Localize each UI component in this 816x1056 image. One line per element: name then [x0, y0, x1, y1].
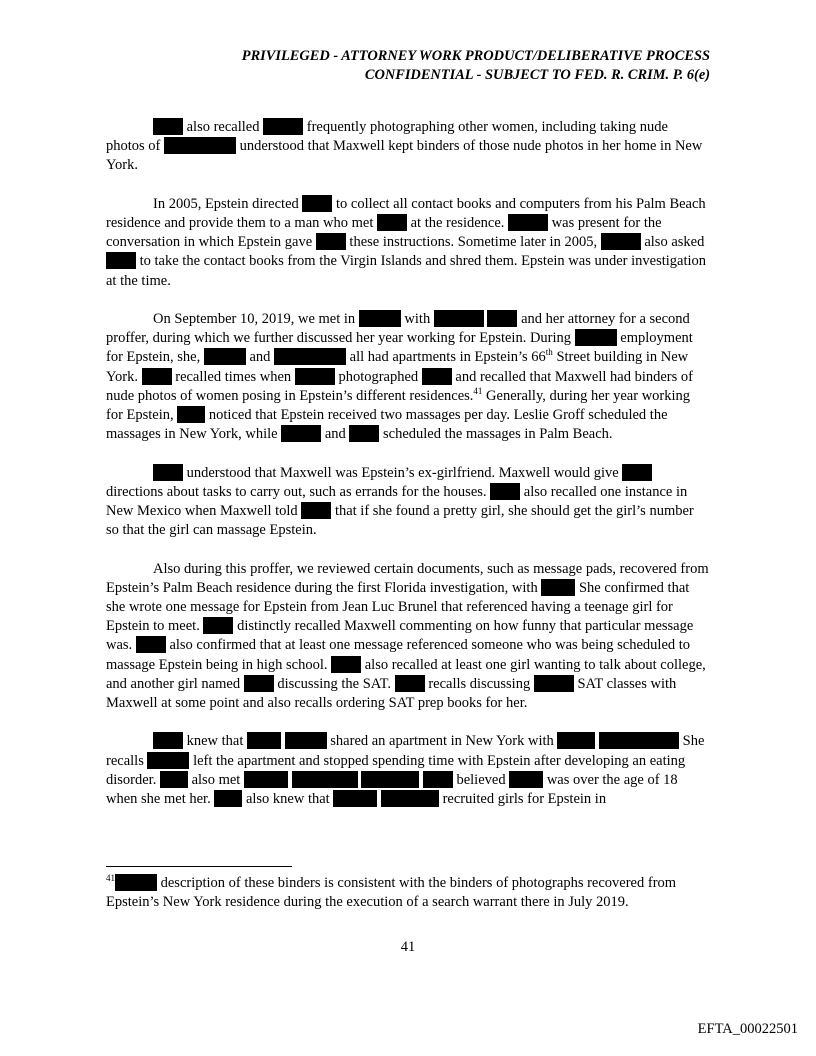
paragraph-4 [106, 464, 710, 541]
redaction [509, 771, 543, 788]
redaction [349, 425, 379, 442]
footnote-41 [106, 874, 710, 912]
text-run: all had apartments in Epstein’s 66 [346, 349, 546, 366]
text-run: that if she found a pretty girl, she should get the girl’s number so that the girl can massage Epstein. [106, 503, 694, 539]
redaction [153, 464, 183, 481]
text-run: Also during this proffer, we reviewed certain documents, such as message pads, recovered from Epstein’s Palm Beach residence during the first Florida investigation, with [106, 560, 709, 596]
text-run: also confirmed that at least one message referenced someone who was being scheduled to massage Epstein being in high school. [106, 637, 691, 673]
redaction [203, 617, 233, 634]
redaction [423, 771, 453, 788]
redaction [164, 137, 236, 154]
footnote-divider [106, 866, 292, 867]
redaction [214, 790, 242, 807]
redaction [147, 752, 189, 769]
redaction [599, 732, 679, 749]
footnote-reference[interactable]: 41 [473, 385, 483, 396]
redaction [333, 790, 377, 807]
redaction [361, 771, 419, 788]
redaction [263, 118, 303, 135]
redaction [142, 368, 172, 385]
text-run: and [245, 349, 275, 366]
paragraph-3 [106, 310, 710, 444]
text-run: was over the age of 18 when she met her. [106, 771, 678, 808]
text-run: left the apartment and stopped spending time with Epstein after developing an eating disorder. [106, 752, 686, 788]
text-run: employment for Epstein, she, [106, 330, 693, 366]
text-run: She confirmed that she wrote one message for Epstein from Jean Luc Brunel that referenced having a teenage girl for Epstein to meet. [106, 579, 690, 635]
redaction [244, 771, 288, 788]
text-run: In 2005, Epstein directed [153, 195, 303, 212]
redaction [316, 233, 346, 250]
text-run: discussing the SAT. [273, 675, 395, 692]
text-run: understood that Maxwell kept binders of those nude photos in her home in New York. [106, 138, 703, 174]
text-run: understood that Maxwell was Epstein’s ex-girlfriend. Maxwell would give [183, 464, 623, 481]
redaction [302, 195, 332, 212]
text-run: recalls discussing [424, 675, 534, 692]
text-run: was present for the conversation in which Epstein gave [106, 215, 662, 251]
redaction [377, 214, 407, 231]
redaction [381, 790, 439, 807]
page-number: 41 [400, 939, 416, 955]
redaction [422, 368, 452, 385]
paragraph-2 [106, 195, 710, 291]
redaction [115, 874, 157, 891]
redaction [434, 310, 484, 327]
footnote-number: 41 [106, 873, 115, 883]
text-run: recalled times when [171, 368, 295, 385]
superscript: th [545, 347, 553, 358]
footnote-text: description of these binders is consistent with the binders of photographs recovered from Epstein’s New York residence during the execution of a search warrant there in July 2019. [106, 875, 677, 911]
redaction [295, 368, 335, 385]
text-run: frequently photographing other women, including taking nude photos of [106, 119, 668, 155]
redaction [508, 214, 548, 231]
redaction [331, 656, 361, 673]
text-run: distinctly recalled Maxwell commenting on how funny that particular message was. [106, 618, 694, 654]
header-line-1: PRIVILEGED - ATTORNEY WORK PRODUCT/DELIBERATIVE PROCESS [241, 48, 710, 64]
text-run: recruited girls for Epstein in [438, 791, 607, 808]
redaction [247, 732, 281, 749]
text-run: shared an apartment in New York with [326, 733, 558, 750]
redaction [153, 732, 183, 749]
redaction [292, 771, 358, 788]
text-run: also knew that [242, 791, 334, 808]
text-run: to take the contact books from the Virgin Islands and shred them. Epstein was under investigation at the time. [106, 253, 707, 289]
redaction [395, 675, 425, 692]
text-run: Generally, during her year working for Epstein, [106, 387, 691, 424]
text-run: knew that [183, 733, 248, 750]
text-run: On September 10, 2019, we met in [153, 311, 359, 327]
text-run: also recalled at least one girl wanting to talk about college, and another girl named [106, 656, 706, 692]
text-run: with [400, 311, 434, 327]
redaction [153, 118, 183, 135]
privilege-header [242, 47, 710, 85]
redaction [541, 579, 575, 596]
redaction [244, 675, 274, 692]
text-run: also met [187, 771, 244, 788]
text-run: to collect all contact books and computers from his Palm Beach residence and provide them to a man who met [106, 195, 706, 231]
redaction [106, 252, 136, 269]
text-run: also recalled one instance in New Mexico when Maxwell told [106, 483, 688, 520]
text-run: also recalled [183, 119, 264, 135]
redaction [534, 675, 574, 692]
text-run: photographed [334, 368, 422, 385]
text-run: believed [452, 771, 510, 788]
redaction [274, 348, 346, 365]
header-line-2: CONFIDENTIAL - SUBJECT TO FED. R. CRIM. P. 6(e) [364, 67, 710, 83]
redaction [204, 348, 246, 365]
redaction [601, 233, 641, 250]
redaction [136, 636, 166, 653]
text-run: and [321, 426, 350, 443]
redaction [160, 771, 188, 788]
paragraph-6 [106, 732, 710, 809]
text-run: noticed that Epstein received two massages per day. Leslie Groff scheduled the massages in New York, while [106, 407, 668, 443]
redaction [281, 425, 321, 442]
text-run: and recalled that Maxwell had binders of nude photos of women posing in Epstein’s different residences. [106, 368, 693, 404]
text-run: She recalls [106, 733, 705, 769]
paragraph-5 [106, 560, 710, 714]
redaction [490, 483, 520, 500]
text-run: at the residence. [406, 215, 509, 231]
redaction [575, 329, 617, 346]
text-run: and her attorney for a second proffer, during which we further discussed her year working for Epstein. During [106, 311, 690, 347]
redaction [177, 406, 205, 423]
redaction [557, 732, 595, 749]
redaction [301, 502, 331, 519]
redaction [622, 464, 652, 481]
text-run: directions about tasks to carry out, such as errands for the houses. [106, 483, 491, 500]
bates-number: EFTA_00022501 [697, 1021, 798, 1037]
redaction [359, 310, 401, 327]
text-run: SAT classes with Maxwell at some point and also recalls ordering SAT prep books for her. [106, 675, 677, 712]
text-run: these instructions. Sometime later in 2005, [345, 234, 601, 251]
text-run: also asked [640, 234, 705, 251]
paragraph-1 [106, 118, 710, 176]
text-run: scheduled the massages in Palm Beach. [379, 426, 613, 443]
redaction [285, 732, 327, 749]
body-text [106, 118, 710, 828]
text-run: Street building in New York. [106, 349, 689, 385]
redaction [487, 310, 517, 327]
